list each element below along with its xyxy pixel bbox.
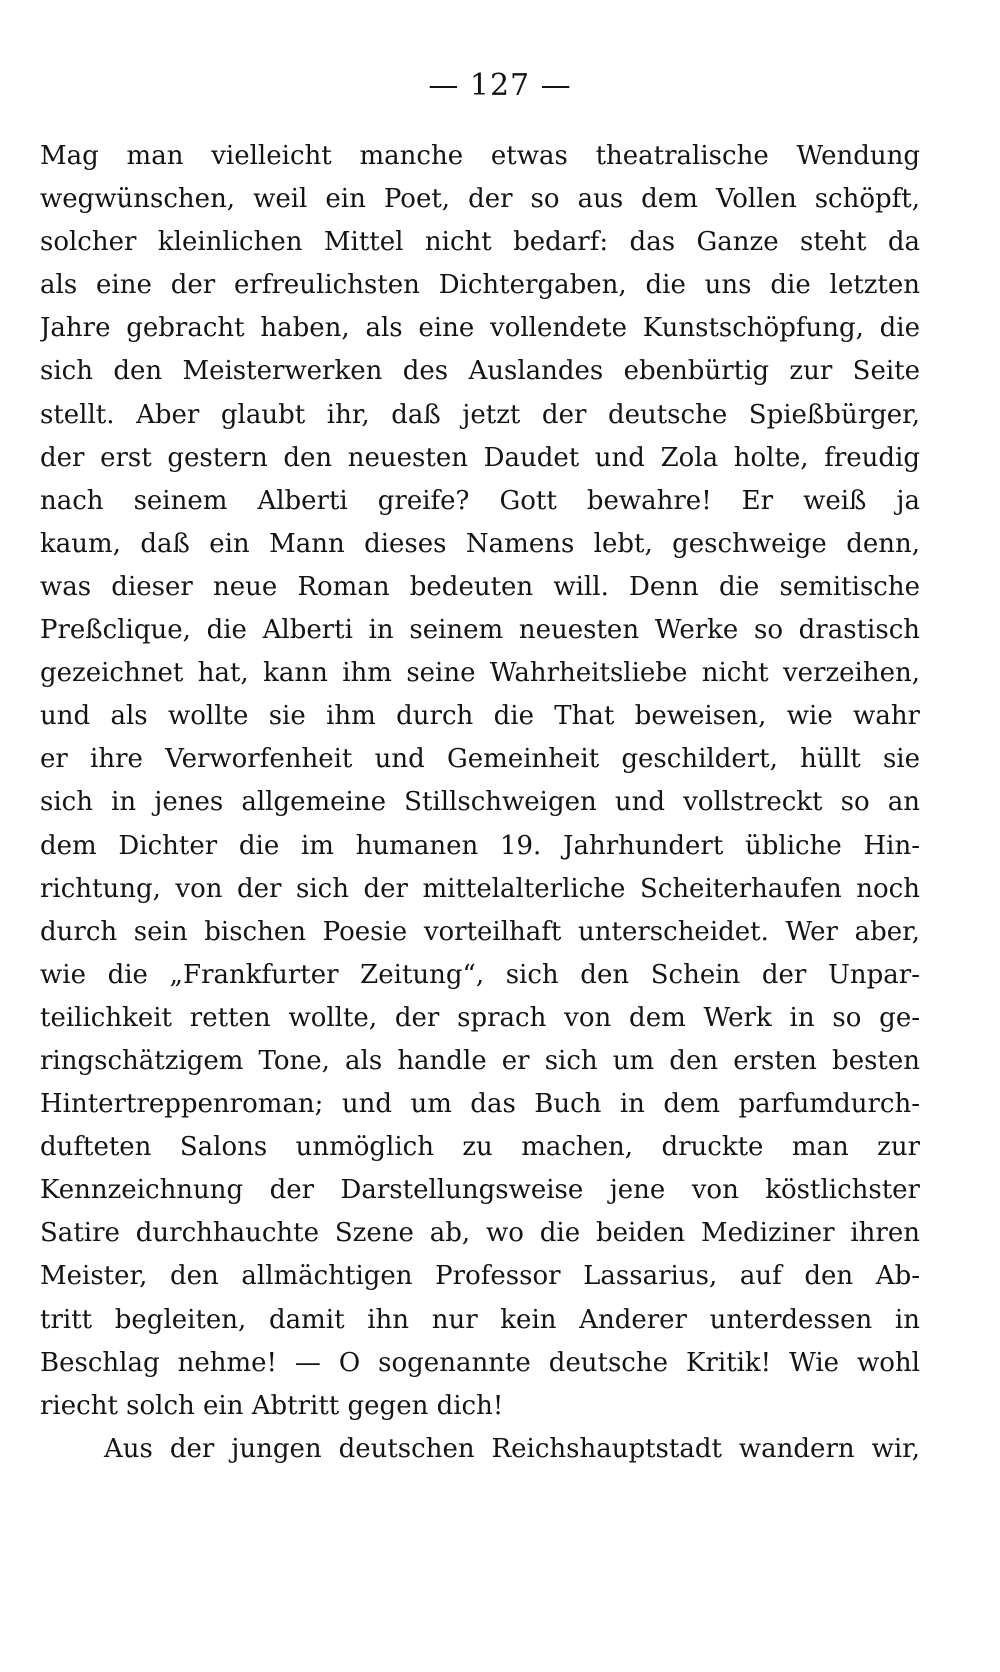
text-line: was dieser neue Roman bedeuten will. Denn die semitische: [40, 571, 920, 602]
text-line: teilichkeit retten wollte, der sprach von dem Werk in so ge-: [40, 1002, 920, 1033]
text-line: Mag man vielleicht manche etwas theatralische Wendung: [40, 141, 920, 171]
text-line: als eine der erfreulichsten Dichtergaben, die uns die letzten: [40, 270, 920, 301]
text-line: richtung, von der sich der mittelalterliche Scheiterhaufen noch: [40, 873, 920, 904]
text-line: ringschätzigem Tone, als handle er sich um den ersten besten: [40, 1045, 920, 1076]
text-line: Meister, den allmächtigen Professor Lassarius, auf den Ab-: [40, 1261, 920, 1292]
text-line: durch sein bischen Poesie vorteilhaft unterscheidet. Wer aber,: [40, 916, 920, 947]
text-line-paragraph-start: Aus der jungen deutschen Reichshauptstadt wandern wir,: [104, 1433, 920, 1464]
text-line: Kennzeichnung der Darstellungsweise jene von köstlichster: [40, 1175, 920, 1206]
text-line: solcher kleinlichen Mittel nicht bedarf: das Ganze steht da: [40, 227, 920, 258]
text-line: stellt. Aber glaubt ihr, daß jetzt der deutsche Spießbürger,: [40, 399, 920, 430]
text-line: Satire durchhauchte Szene ab, wo die beiden Mediziner ihren: [40, 1218, 920, 1249]
text-line: und als wollte sie ihm durch die That beweisen, wie wahr: [40, 701, 920, 732]
text-line: Preßclique, die Alberti in seinem neuesten Werke so drastisch: [40, 615, 920, 646]
text-line: Beschlag nehme! — O sogenannte deutsche Kritik! Wie wohl: [40, 1347, 920, 1378]
text-line: nach seinem Alberti greife? Gott bewahre! Er weiß ja: [40, 485, 920, 516]
text-line: er ihre Verworfenheit und Gemeinheit geschildert, hüllt sie: [40, 744, 920, 775]
text-line: wegwünschen, weil ein Poet, der so aus dem Vollen schöpft,: [40, 184, 920, 215]
text-line: Jahre gebracht haben, als eine vollendete Kunstschöpfung, die: [40, 313, 920, 344]
text-line: der erst gestern den neuesten Daudet und Zola holte, freudig: [40, 442, 920, 473]
text-line: kaum, daß ein Mann dieses Namens lebt, geschweige denn,: [40, 528, 920, 559]
text-line: dem Dichter die im humanen 19. Jahrhundert übliche Hin-: [40, 830, 920, 861]
text-line: dufteten Salons unmöglich zu machen, druckte man zur: [40, 1132, 920, 1163]
text-line: tritt begleiten, damit ihn nur kein Anderer unterdessen in: [40, 1304, 920, 1335]
text-line: Hintertreppenroman; und um das Buch in dem parfumdurch-: [40, 1089, 920, 1120]
text-line: sich in jenes allgemeine Stillschweigen und vollstreckt so an: [40, 787, 920, 818]
page-number: — 127 —: [428, 68, 572, 103]
text-line-paragraph-end: riecht solch ein Abtritt gegen dich!: [40, 1390, 504, 1421]
text-line: gezeichnet hat, kann ihm seine Wahrheitsliebe nicht verzeihen,: [40, 658, 920, 689]
body-text: [40, 135, 920, 1471]
text-line: sich den Meisterwerken des Auslandes ebenbürtig zur Seite: [40, 356, 920, 387]
text-line: wie die „Frankfurter Zeitung“, sich den Schein der Unpar-: [40, 959, 920, 990]
